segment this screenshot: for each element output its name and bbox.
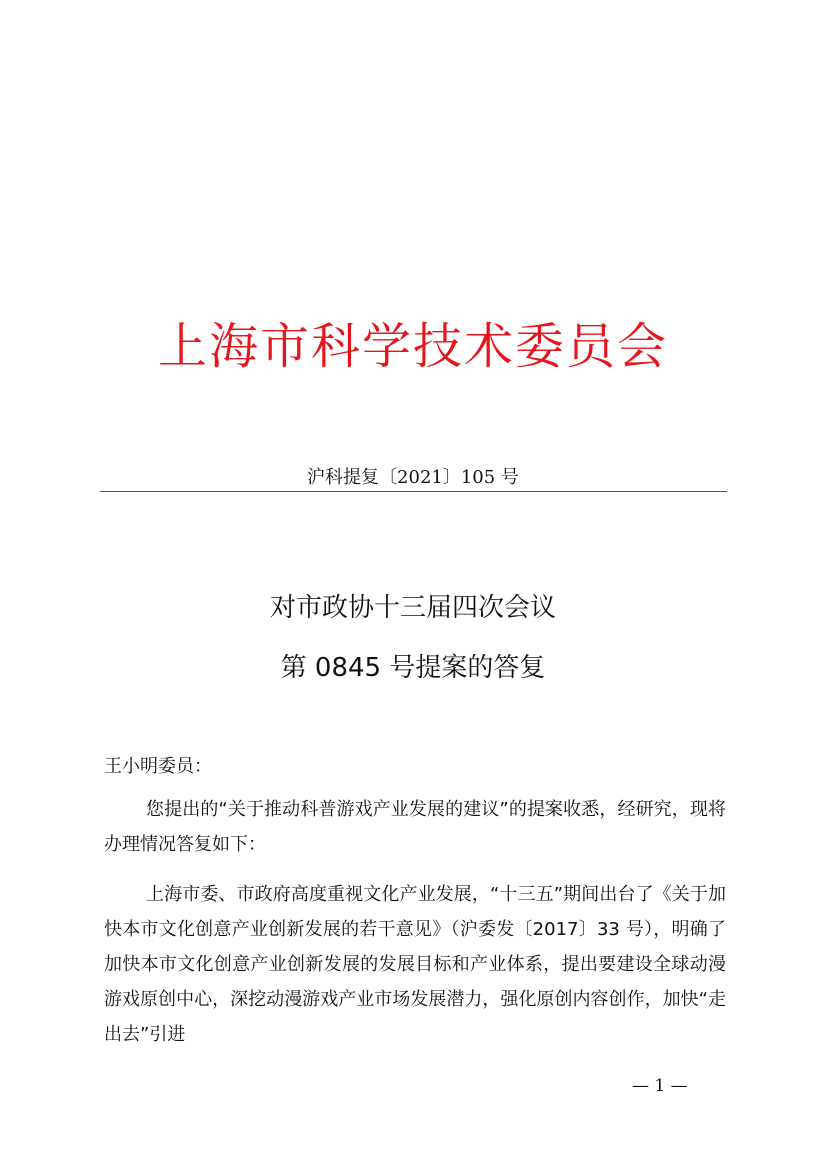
document-title-line-2: 第 0845 号提案的答复	[280, 653, 546, 683]
red-divider-line	[100, 491, 727, 492]
document-title-line-1: 对市政协十三届四次会议	[269, 593, 556, 623]
document-number: 沪科提复〔2021〕105 号	[307, 467, 519, 488]
issuer-title: 上海市科学技术委员会	[157, 318, 668, 375]
page-number: — 1 —	[632, 1076, 688, 1096]
salutation: 王小明委员：	[104, 756, 212, 777]
body-paragraph: 上海市委、市政府高度重视文化产业发展，“十三五”期间出台了《关于加快本市文化创意产业创新发展的若干意见》（沪委发〔2017〕33 号），明确了加快本市文化创意产业创新发展的发展目标和产业体系，提出要建设全球动漫游戏原创中心，深挖动漫游戏产业市场发展潜力，强化原创内容创作，加快“走出去”引进	[104, 884, 726, 1045]
body-paragraph: 您提出的“关于推动科普游戏产业发展的建议”的提案收悉，经研究，现将办理情况答复如下：	[104, 799, 726, 855]
